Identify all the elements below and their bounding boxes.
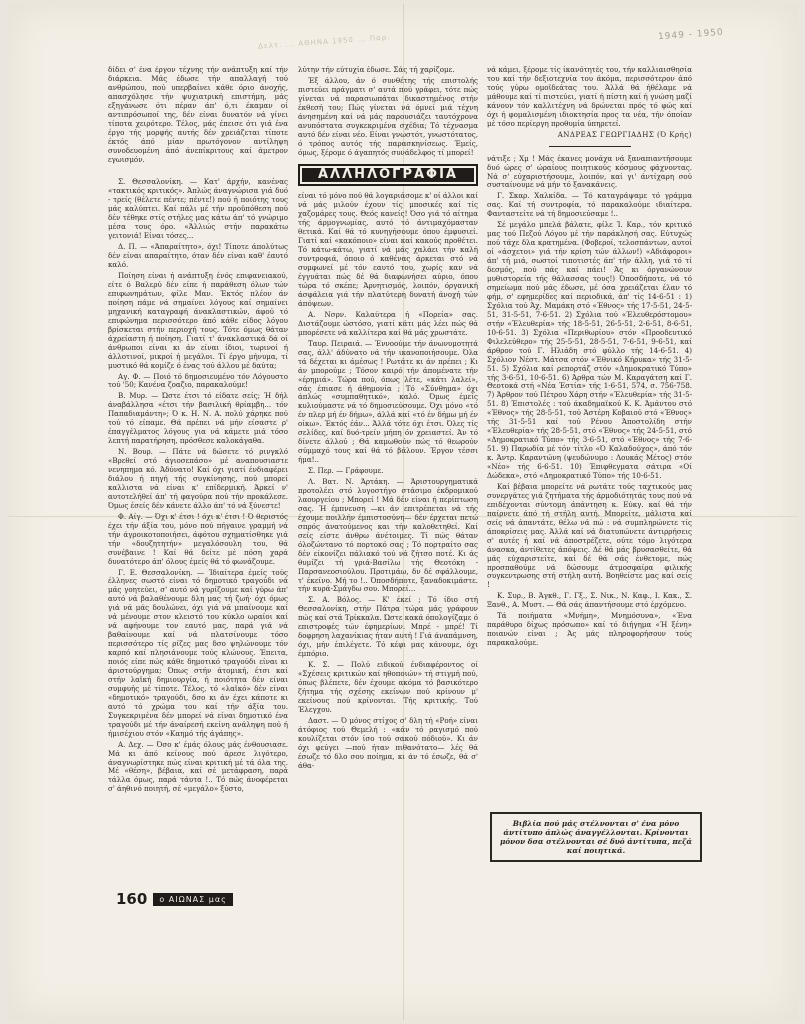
paragraph: Λ. Βατ. Ν. Άρτάκη. — Άριστουργηματικά προτολέει στό λυγοστήγο στάσιμο έκδρομικού λαουργείου ; Μπορεί ! Μά δέν είναι ή περίπτωση σας. Ή έμπνευση —κι άν επιτρέπεται νά τής έχουμε ποιλλήν έμπιστοσύνη— δέν έρχεται πετώ σπρός άνατούμενος και τήν καλοθετηθεί. Καί σείς είστε άνθρω άνέτοιμες. Τί πώς θάταν όλοζώντανο τό πορτοκό σας ; Τό πορτραίτο σας δέν είκονίζει πάλιακό τού νά ζήτσο ποτέ. Κι άς θυμίζει τή γριά-Βασίλω τής Θεοτόκη - Παρσανεοσιούλου. Προτιμάω, δν δέ σφάλλουμε, τ' έκείνο. Μή το !.. Όποσδήποτε, ξαναδοκιμάστε. τήν κυρά-Σμάγδω σου. Μπορεί...: [298, 477, 478, 594]
faint-top-note: Δελτ. ... ΑΘΗΝΑ 1950 ... Παρ.: [257, 33, 391, 51]
handwritten-note: 1949 - 1950: [657, 27, 725, 43]
paragraph: Καί βέβαια μπορείτε νά ρωτάτε τούς ταχτικούς μας συνεργάτες γιά ζητήματα τής άρμοδιότητάς τους πού νά επιδέχονται σύντομη άπάντηση κ. Εύκγ. καί θά τήν παίρνετε άπό τή στήλη αυτή. Μπορείτε, μάλιστα καί σείς νά άπαντάτε, θέλω νά πώ : νά συμπληρώνετε τίς άποκρίσεις μας. Άλλά καί νά διατυπώνετε άντιρρήσεις σ' αυτές ή καί νά άποστρέζετε, ούτε τόμο λιγότερα άνασκα, άντίθετες άπόψεις. Δέ θά μάς βρυσασθείτε, θά μάς εύχαριστείτε, καί δέ θά σάς ένθετομε, πώς προσπαθούμε νά δώσουμε άτμοσφαίρα φιλικής συγκεντρωσης στή στήλη αυτή. Βοηθείστε μας καί σείς !: [487, 481, 692, 590]
paragraph: Αγ. Φ. — Ποιό τό δημοσιευμένο τόν Λόγουστο τού '50; Κανένα ζοαζιο, παρακαλούμε!: [108, 371, 288, 390]
paragraph: είναι τό μόνο πού θά λογαριάσομε κ' οί άλλοι καί νά μάς μιλούν έχουν τίς μποσικές καί τίς χαζομάρες τους. Θεός κανείς! Όσο γιά τό αίτημα τής άρμογνωμίας, αυτό τό άντιμαχόμασταν θετικά. Καί θά τό κυνηγήσουμε όπου έμφυσιεί. Γιατί καί «κακόποιο» είναι καί κακούς προθέτει. Τό κάτω-κάτω, γιατί νά μάς χαλάει τήν καλή συντροφιά, όποιο ό καθένας άρκεται στό νά συμφωνεί μέ τόν εαυτό του, χωρίς καν νά έγγυάται πώς δέ θά διαφωνήσει αύριο, όπου τώρα τό σκέπε; Άρνητισμός, λοιπόν, όργανική άσφάλεια γιά τήν πλατύτερη δυνατή άνοχή τών άπόψεων.: [298, 191, 478, 308]
paragraph: Γ. Ε. Θεσσαλονίκη. — Ίδιαίτερα έμείς τούς έλληνες σωστό είναι τό δημοτικό τραγούδι νά μάς γοητεύει, σ' αυτό νά γυρίζουμε καί γύρω άπ' αυτό νά βαλαθένουμε δλη μας τή ζωή· όχι όμως γιά νά μάς δουλώνει, όχι γιά νά μπαίνουμε καί νά μένουμε στον κλειστό του κύκλο ωραίοι καί νά αφήνουμε τον εαυτό μας, παρά γιά νά βαθαίνουμε καί νά πλατσίνουμε τόσο περισσότερο τίς ρίζες μας δσο ψηλώνουμε τόν καρπό καί πλησιάνουμε τούς κλώνους. Έπειτα, ποιός είπε πώς κάθε δημοτικό τραγούδι είναι κι άριστούργημα; Όπως στήν άτομική, έτσι καί στήν λαϊκή δημιουργία, ή ποιότητα δέν είναι συμφυής μέ τίποτε. Τέλος, τό «λαϊκό» δέν είναι «δημοτικό» τραγούδι, δσο κι άν έχει κάποτε κι αυτό τό χρώμα του καί τήν άξία του. Συγκεκριμένα δέν μπορεί νά είναι δημοτικό ένα τραγούδι μέ τήν άναίρεσή εκείνη ανάληψη πού ή ήμισέχιου στόν «Καημό τής άγάπης».: [108, 567, 288, 738]
page-number: 160: [116, 890, 148, 908]
section-banner: ΑΛΛΗΛΟΓΡΑΦΙΑ: [298, 164, 478, 187]
paragraph: Σέ μεγάλο μπελά βάλατε, φίλε Ί. Καρ., τόν κριτικό μας τού Πεζού Λόγου μέ τήν παράκλησή σας. Εύτυχώς πού τάχε δλα κρατημένα. (Φοβερoί, τελοσπάντων, αυτοί οί «άσχετοι» γιά τήν κρίση τών άλλων!) «Αδιάφοροι» άπ' τή μιά, σωστοί τιποτιστές άπ' τήν άλλη, γιά τό τί δεσμός, πού πάς καί πάει! Άς κι όργανώνουν μυθιστορεία τής θάλασσας τους!) Όποσδήποτε, νά τό σημείωμα πού μάς έδωσε, μέ όσα χρειάζεται έλαν τό φήμ, σ' εφημερίδες καί περιοδικά, άπ' τίς 14-6-51 : 1) Σχόλια τού Άχ. Μαμάκη στό «Έθνος» τής 17-5-51, 24-5-51, 31-5-51, 7-6-51. 2) Σχόλια τού «Έλευθερόστομου» στήν «Έλευθερία» τής 18-5-51, 26-5-51, 2-6-51, 8-6-51, 10-6-51. 3) Σχόλια «Περιθωρίου» στόν «Προοδευτικό Φιλελεύθερο» τής 25-5-51, 28-5-51, 7-6-51, 9-6-51, καί άρθρον τού Γ. Ηλιάδη στό φύλλο τής 14-6-51. 4) Σχόλιον Νέστ. Μάτσα στόν «Έθνικό Κήρυκα» τής 31-5-51. 5) Σχόλια καί ρεπορτάζ στόν «Δημοκρατικό Τύπο» τής 3-6-51, 10-6-51. 6) Άρθρα τών Μ. Καραγάτση καί Γ. Θεοτοκά στή «Νέα Έστία» τής 1-6-51, 574, σ. 756-758. 7) Άρθρον τού Πέτρου Χάρη στήν «Έλευθερία» τής 31-5-51. 8) Έπιστολές : τού άκαδημαϊκού Κ. Κ. Άμάντου στό «Έθνος» τής 28-5-51, τού Άστέρη Κοβαιού στό «Έθνος» τής 31-5-51 καί τού Ρένου Άποστολίδη στήν «Έλευθερία» τής 28-5-51, στό «Έθνος» τής 24-5-51, στό «Δημοκρατικό Τύπο» τής 3-6-51, στό «Έθνος» τής 7-6-51. 9) Παρωδία μέ τόν τίτλο «Ό Καλαδούχος», άπό τόν κ. Άντρ. Καραντώνη (ψευδώνυμο : Λουκάς Μέτος) στόν «Νέο» τής 6-6-51. 10) Έπιφθεγματα σάτιρα «Οί Δώδεκα», στό «Δημοκρατικό Τύπο» τής 10-6-51.: [487, 220, 692, 480]
paragraph: Ταυρ. Πειραιά. — Έννοούμε τήν άνωνυμοτητά σας, άλλ' άδύνατο νά τήν ικανοποιήσουμε. Όλα τά δέχεται κι άμέσως ! Ρωτάτε κι άν πρέπει ; Κι άν μπορούμε ; Τόσον καιρό τήν άπομένατε τήν «έρημιά». Τώρα πού, όπως λέτε, «κάτι λαλεί», σάς έπιασε ή άθημονία ; Τό «Σύνθημα» όχι άπλώς «συμπαθητικό», καλό. Όμως έμείς κυλιούμαστε νά τό δημοσιεύσουμε. Όχι μόνο «τό έν πλερ μή έν δήμω», άλλά καί «τό έν δήμω μή έν οίκω». Έκτός έάν... Άλλά τότε όχι έτσι. Όλες τίς σελίδες, καί δυό-τρείν μήπη όν χρειαστεί. Άν τό δίνετε άλλού ; Θά καμωθούν πώς τό θεωρούν σύμμαχό τους καί θά τό βάλουν. Έργον τέσσι ήμα!..: [298, 338, 478, 465]
paragraph: Σ. Περ. — Γράφουμε.: [308, 466, 384, 476]
books-notice-box: Βιβλία πού μάς στέλνονται σ' ένα μόνο άντίτυπο άπλώς άναγγέλλονται. Κρίνονται μόνον δσα στέλνονται σέ δυό άντίτυπα, πεζά καί ποιητικά.: [490, 812, 702, 862]
paragraph: Ποίηση είναι ή ανάπτυξη ένός επιφανειακού, είτε ό Βαλερύ δέν είπε ή παράθεση όλων τών επιφωνημάτων, φίλε Μαν. Έκτός πλέον άν ποίηση πάμε νά σημαίνει λόγους καί σημαίνει μηχανική καταγραφή άνακλαστικών, άφού τό επιφώνημα περισσότερο άπό κάθε είδος λόγου βρίσκεται στήν περιοχή τους. Τότε όμως θάταν άχρείαστη ή ποίηση. Γιατί τ' άνακλαστικά δά οί άνθρωποι είναι κι άν είναι ίδιοι, τωρινοί ή άλλοτινοί, μικροί ή μεγάλοι. Τί έργο μήνυμα, τί μυστικό θά κομίζε ό ένας τού άλλου μέ δαύτα;: [108, 271, 288, 370]
paragraph: νάτιξε ; Χμ ! Μάς έκανες μονάχα νά ξαναπιαντήσουμε δυό ώρες σ' ώραίους ποιητικούς κόσμους φάχνοντας. Νά σ' εύχαριστήσουμε, λοιπόν, καί γι' άντίχαρη σού συσταίνουμε νά μήν τό ξανακάνεις.: [487, 153, 692, 190]
paragraph: Έξ άλλου, άν ό συνθέτης τής επιστολής πιστεύει πράγματι σ' αυτά πού γράφει, τότε πώς γίνεται νά παρασιωπάται δικαστημένος στήν έκθεσή του; Πώς γίνεται νά όμνεί μιά τέχνη άνησημένη καί νά μάς παρουσιάζει ταυτόχρονα ανυπόστατα συγκεκριμένα σχέδια; Τό τέχνασμα αυτό δέν είναι νέο. Είναι γνωστότ, γνωστότατος, ό τρόπος αυτός τής παρασκηνίσεως. Έμείς, όμως, ξέρομε ό άγαπητός συνάδελφος τί μπορεί!: [298, 75, 478, 157]
paragraph: δίδει σ' ένα έργον τέχνης τήν ανάπτυξη καί τήν διάρκεια. Μάς έδωσε τήν απαλλαγή τού ανθρώπου, πού υπερβαίνει κάθε όριο άνοχής, απασχόλησε τήν ψυχιατρική επιστήμη, μάς εξηγάνωσε ότι πέραν άπ' ό,τι έκαμαν οί αντιπρόσωποί της, δέν είναι δυνατόν νά γίνει τίποτα χειρότερο. Τέλος, μάς έπεισε ότι γιά ένα έργο τής μορφής αυτής δέν χρειάζεται τίποτε έκτός άπό μίαν πρωτόγονον αντίληψη συνοδευομένη άπό άνεπίκριτους καί άμετρον εγωισμόν.: [108, 66, 288, 164]
paragraph: Δαστ. — Ό μόνος στίχος σ' δλη τή «Ροή» είναι άτόφιος τού Θεμελή : «κάν τό ραγισμό πού κουλίζεται στόν ίσο τού σακού πόδιού». Κι άν όχι φεύγει —πού ήταν πιθανότατο— λές θά έσωζε τό δλο σου ποίημα, κι άν τό έσωζε, θά σ' άθα-: [298, 715, 478, 770]
paragraph: λύτην τήν εύτυχία έδωσε. Σάς τή χαρίζομε.: [298, 66, 455, 74]
page-footer: [116, 890, 233, 908]
magazine-name: ο ΑΙΩΝΑΣ μας: [153, 893, 233, 906]
paragraph: νά κάμει, ξέρομε τίς ίκανότητές του, τήν καλλιαισθησία του καί τήν δεξιοτεχνία του άκόμα, περισσότερον άπό τούς γύρω ομοϊδεάτας του. Άλλά θά ήθέλαμε νά μάθουμε καί τί πιστεύει, γιατί ή πίστη καί ή γνώση μαζί κάνουν τόν καλλιτέχνη νά δρώνεται πρός τό φώς καί όχι ή φομαλισμένη ιδιοκτησία προς τα νέα, τήν όποίαν μέ τόσο περίεργη προθυμία ύπηρετεί.: [487, 66, 692, 128]
paragraph: Τά ποιήματα «Μνήμη», Μνημόσυνα», «Ένα παράθυρο δίχως πρόσωπο» καί τό διήγημα «Ή ξένη» ποιανών είναι ; Άς μάς πληροφορήσουν τούς παρακαλούμε.: [487, 611, 692, 648]
paragraph: Ν. Βουρ. — Πάτε νά δώσετε τό ρινγκλό «Βρεθεί στό άγιοσεπάσο» μέ αναπουσιαστε νενηπημα κό. Άδύνατο! Καί όχι γιατί ένδιαφέρει διάλου ή πηγή τής συγκίνησης, πού μπορεί καλλιστα νά είναι κ' επίδερμική. Άρκεί ν' αυτοτελήθεί άπ' τή φαγούρα πού τήν προκάλεσε. Όμως έσείς δέν κάνετε άλλο άπ' τό νά ξύνεστε!: [108, 447, 288, 510]
column-3: [487, 66, 692, 808]
column-2: [298, 66, 478, 908]
paragraph: Κ. Συρ., Β. Άγκθ., Γ. Γξ., Σ. Νικ., Ν. Καφ., Ι. Κακ., Σ. Ξανθ., Α. Μυστ. — Θά σάς άπαντήσουμε στό έρχόμενο.: [487, 591, 692, 610]
divider: [549, 146, 631, 147]
paragraph: Δ. Π. — «Άπαραίτητο», όχι! Τίποτε άπολύτως δέν είναι απαραίτητο, όταν δέν είναι καθ' έαυτό καλό.: [108, 242, 288, 270]
column-1: [108, 66, 288, 908]
paragraph: Κ. Σ. — Πολύ ειδικού ένδιαφέροντος οί «Σχέσεις κριτικών καί ηθοποιών» τή στιγμή πού, όπως βλέπετε, δέν έχουμε ακόμα τό βασικότερο ζήτημα τής σχέσης εκείνων πού κρίνουν μ' εκείνους πού κρίνονται. Τής κριτικής. Τού Έλεγχου.: [298, 660, 478, 714]
paragraph: Φ. Αίγ. — Όχι κ' έτσι ! όχι κ' έτσι ! Ό θεριστός έχει τήν άξία του, μόνο πού πήγαινε γραμμή νά τήν άγροικοτοποιήσει, άφότου σχηματίσθηκε γιά τήν «δουζητητήν» μεγαλόσουλη του, θά συνέβαινε ! Καί θά δείτε μέ πόση χαρά δυνατότερο άπ' όλους έμείς θά τό φωνάζουμε.: [108, 511, 288, 566]
paragraph: Σ. Θεσσαλονίκη. — Κατ' άρχήν, κανένας «τακτικός κριτικός». Άπλώς άναγνώρισα γιά δυό - τρείς (θέλετε πέντε; πέντε!) πού ή ποιότης τους μάς καλύπτει. Καί πάλι μέ τήν προϋπόθεση πού δέν τέθηκε στίς στήλες μας κάτω άπ' τό γνώριμο μέσα τους όρο. «Άλλιώς στήν παρακάτω γειτονιά! Είναι τόσες...: [108, 177, 288, 241]
paragraph: Β. Μυρ. — Ώστε έτσι τό είδατε σείς; Ή δήλ άναβάλλησα «έτσι τήν βασιλική θρίαμβη... τόν Παπαδιαμάντη»; Ό κ. Η. Ν. Α. πολύ χάρηκε πού τού τό είπαμε. Θά πρέπει νά μήν είσαστε ρ' έπαγγέλματος λόγους για νά κάμετε μιά τόσο λεπτή παρατήρηση, πρόσθεσε καλοκάγαθα.: [108, 391, 288, 446]
paragraph: Α. Νσρν. Καλαύτερα ή «Πορεία» σας. Διστάζουμε ώστόσο, γιατί κάτι μάς λέει πώς θά μπορέσετε νά καλλίτερα καί θά μάς χρωστάτε.: [298, 309, 478, 337]
paragraph: Σ. Α. Βόλος. — Κ' έκεί ; Τό ίδιο στή Θεσσαλονίκη, στήν Πάτρα τώρα μάς γράφουν πώς καί στά Τρίκκαλα. Ώστε κακά όπολογίζαμε ό επιστροφές τών έφημερίων. Μπρέ - μπρέ! Τί δοφρηση λαχανίκιας ήταν αυτή ! Γιά άναπάμνση, όχι, μήν έπιλέγετε. Τό κέφι μας κάνουμε, όχι έμπόριο.: [298, 595, 478, 659]
paragraph: Α. Δεχ. — Όσο κ' έμάς όλους μάς ένθουσιασε. Μά κι άπό κείνους πού άρεσε λιγότερο, άναγνωρίστηκε πώς είναι κριτική μέ τά όλα της. Μέ «θέση», βέβαια, καί σέ μετάφραση, παρά τάλλα όμως, παρά τάυτα !.. Τό πώς άνοφέρεται σ' άηθινό ποιητή, σέ «μεγάλο» ξύστο,: [108, 739, 288, 794]
paragraph: Γ. Σκαρ. Χαλκίδα. — Τό καταγράψαμε τό γράμμα σας. Καί τή συντροφία, τό παρακαλούμε ιδιαίτερα. Φανταστείτε νά τή δημοσιεύσαμε !..: [487, 191, 692, 219]
author-signature: ΑΝΔΡΕΑΣ ΓΕΩΡΓΙΑΔΗΣ (Ό Κρής): [557, 130, 692, 139]
